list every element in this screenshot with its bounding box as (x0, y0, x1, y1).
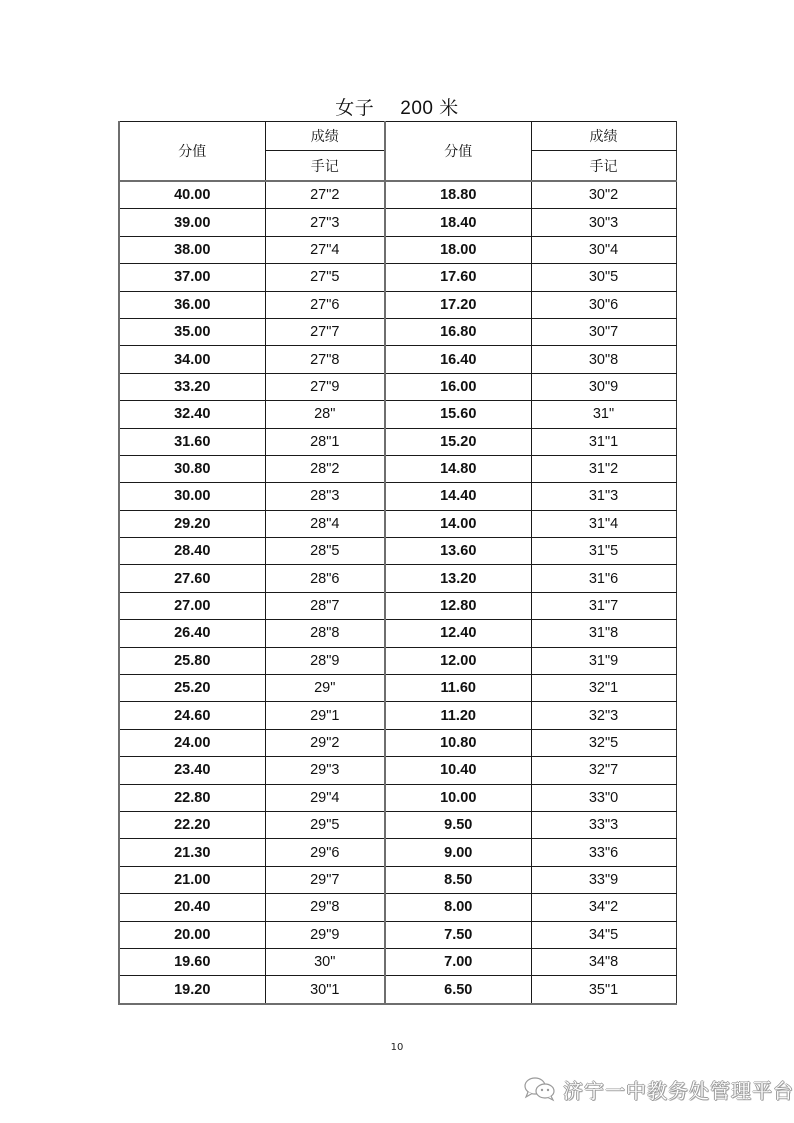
score-cell-right: 14.80 (385, 455, 531, 482)
score-cell-right: 16.00 (385, 373, 531, 400)
result-cell-left: 28"3 (265, 483, 385, 510)
score-cell-left: 20.00 (119, 921, 265, 948)
score-cell-right: 9.50 (385, 811, 531, 838)
result-cell-left: 30"1 (265, 976, 385, 1004)
score-cell-right: 18.40 (385, 209, 531, 236)
page-title (0, 97, 794, 121)
result-cell-left: 27"5 (265, 264, 385, 291)
result-cell-right: 32"3 (531, 702, 676, 729)
result-cell-left: 27"4 (265, 236, 385, 263)
result-cell-right: 30"8 (531, 346, 676, 373)
score-cell-left: 38.00 (119, 236, 265, 263)
result-cell-left: 30" (265, 948, 385, 975)
table-row (119, 976, 676, 1004)
table-row (119, 784, 676, 811)
table-row (119, 346, 676, 373)
result-cell-left: 28"7 (265, 592, 385, 619)
score-cell-left: 31.60 (119, 428, 265, 455)
result-cell-right: 33"6 (531, 839, 676, 866)
result-cell-right: 34"5 (531, 921, 676, 948)
result-cell-left: 29"6 (265, 839, 385, 866)
score-cell-right: 11.20 (385, 702, 531, 729)
table-row (119, 483, 676, 510)
result-cell-left: 27"3 (265, 209, 385, 236)
score-cell-right: 12.40 (385, 620, 531, 647)
score-cell-right: 16.80 (385, 318, 531, 345)
result-cell-right: 34"2 (531, 894, 676, 921)
score-cell-right: 8.50 (385, 866, 531, 893)
result-cell-left: 27"7 (265, 318, 385, 345)
score-cell-left: 34.00 (119, 346, 265, 373)
score-cell-right: 11.60 (385, 675, 531, 702)
score-cell-right: 14.00 (385, 510, 531, 537)
result-cell-left: 27"8 (265, 346, 385, 373)
score-cell-left: 27.00 (119, 592, 265, 619)
result-cell-right: 31" (531, 401, 676, 428)
table-row (119, 647, 676, 674)
score-cell-right: 18.80 (385, 181, 531, 209)
score-cell-left: 19.60 (119, 948, 265, 975)
result-cell-left: 28"2 (265, 455, 385, 482)
result-cell-right: 31"2 (531, 455, 676, 482)
result-cell-right: 32"1 (531, 675, 676, 702)
table-row (119, 921, 676, 948)
score-table (118, 121, 677, 1005)
watermark-text: 济宁一中教务处管理平台 (563, 1078, 794, 1103)
score-cell-right: 15.60 (385, 401, 531, 428)
score-cell-right: 10.80 (385, 729, 531, 756)
result-cell-right: 33"3 (531, 811, 676, 838)
table-row (119, 620, 676, 647)
result-cell-right: 30"5 (531, 264, 676, 291)
watermark (523, 1073, 794, 1105)
score-cell-left: 26.40 (119, 620, 265, 647)
header-result-right: 成绩 (531, 122, 676, 151)
score-cell-left: 24.00 (119, 729, 265, 756)
score-cell-right: 10.00 (385, 784, 531, 811)
table-row (119, 264, 676, 291)
score-cell-right: 17.20 (385, 291, 531, 318)
score-cell-right: 7.00 (385, 948, 531, 975)
title-event: 200 米 (400, 98, 459, 119)
result-cell-left: 28"1 (265, 428, 385, 455)
header-score-left: 分值 (119, 122, 265, 182)
result-cell-left: 27"2 (265, 181, 385, 209)
score-cell-right: 8.00 (385, 894, 531, 921)
header-score-right: 分值 (385, 122, 531, 182)
table-row (119, 401, 676, 428)
table-row (119, 565, 676, 592)
result-cell-right: 30"7 (531, 318, 676, 345)
result-cell-right: 33"9 (531, 866, 676, 893)
score-cell-left: 30.80 (119, 455, 265, 482)
result-cell-left: 29"7 (265, 866, 385, 893)
table-row (119, 455, 676, 482)
score-cell-right: 13.20 (385, 565, 531, 592)
table-row (119, 291, 676, 318)
score-cell-right: 14.40 (385, 483, 531, 510)
header-subresult-left: 手记 (265, 151, 385, 182)
score-cell-left: 33.20 (119, 373, 265, 400)
result-cell-right: 30"2 (531, 181, 676, 209)
result-cell-right: 31"8 (531, 620, 676, 647)
wechat-icon (523, 1075, 557, 1103)
score-cell-right: 6.50 (385, 976, 531, 1004)
score-cell-left: 32.40 (119, 401, 265, 428)
result-cell-right: 31"9 (531, 647, 676, 674)
result-cell-left: 29"4 (265, 784, 385, 811)
result-cell-right: 32"7 (531, 757, 676, 784)
table-row (119, 373, 676, 400)
result-cell-right: 31"5 (531, 538, 676, 565)
table-row (119, 675, 676, 702)
result-cell-right: 31"1 (531, 428, 676, 455)
table-row (119, 181, 676, 209)
result-cell-right: 31"6 (531, 565, 676, 592)
result-cell-right: 31"4 (531, 510, 676, 537)
score-cell-left: 21.00 (119, 866, 265, 893)
table-row (119, 236, 676, 263)
result-cell-left: 29"3 (265, 757, 385, 784)
result-cell-left: 27"6 (265, 291, 385, 318)
table-row (119, 948, 676, 975)
table-row (119, 729, 676, 756)
result-cell-left: 28"6 (265, 565, 385, 592)
result-cell-right: 32"5 (531, 729, 676, 756)
score-cell-right: 16.40 (385, 346, 531, 373)
result-cell-left: 28"8 (265, 620, 385, 647)
table-row (119, 510, 676, 537)
table-row (119, 702, 676, 729)
result-cell-right: 31"7 (531, 592, 676, 619)
title-gender: 女子 (335, 98, 375, 119)
result-cell-right: 30"3 (531, 209, 676, 236)
score-cell-left: 22.80 (119, 784, 265, 811)
header-subresult-right: 手记 (531, 151, 676, 182)
score-cell-left: 36.00 (119, 291, 265, 318)
score-cell-right: 18.00 (385, 236, 531, 263)
score-cell-right: 10.40 (385, 757, 531, 784)
table-row (119, 894, 676, 921)
result-cell-right: 30"6 (531, 291, 676, 318)
result-cell-left: 29"9 (265, 921, 385, 948)
table-row (119, 428, 676, 455)
score-cell-right: 12.80 (385, 592, 531, 619)
table-row (119, 757, 676, 784)
result-cell-left: 29"5 (265, 811, 385, 838)
result-cell-right: 31"3 (531, 483, 676, 510)
score-cell-right: 9.00 (385, 839, 531, 866)
score-cell-left: 22.20 (119, 811, 265, 838)
result-cell-right: 35"1 (531, 976, 676, 1004)
page-number: 10 (390, 1042, 404, 1053)
table-row (119, 866, 676, 893)
result-cell-left: 29"1 (265, 702, 385, 729)
table-row (119, 318, 676, 345)
result-cell-left: 29" (265, 675, 385, 702)
header-row-1 (119, 122, 676, 151)
score-cell-right: 17.60 (385, 264, 531, 291)
score-cell-left: 29.20 (119, 510, 265, 537)
score-cell-left: 28.40 (119, 538, 265, 565)
table-row (119, 839, 676, 866)
table-row (119, 592, 676, 619)
score-cell-left: 25.20 (119, 675, 265, 702)
score-cell-left: 25.80 (119, 647, 265, 674)
score-cell-left: 39.00 (119, 209, 265, 236)
result-cell-left: 28" (265, 401, 385, 428)
score-cell-left: 27.60 (119, 565, 265, 592)
score-cell-left: 20.40 (119, 894, 265, 921)
result-cell-left: 27"9 (265, 373, 385, 400)
table-row (119, 811, 676, 838)
score-cell-left: 24.60 (119, 702, 265, 729)
score-cell-left: 21.30 (119, 839, 265, 866)
result-cell-right: 30"9 (531, 373, 676, 400)
result-cell-left: 28"4 (265, 510, 385, 537)
score-cell-left: 19.20 (119, 976, 265, 1004)
score-cell-right: 13.60 (385, 538, 531, 565)
score-cell-left: 23.40 (119, 757, 265, 784)
score-cell-right: 15.20 (385, 428, 531, 455)
result-cell-left: 28"5 (265, 538, 385, 565)
result-cell-left: 29"2 (265, 729, 385, 756)
result-cell-right: 34"8 (531, 948, 676, 975)
header-result-left: 成绩 (265, 122, 385, 151)
table-row (119, 209, 676, 236)
score-cell-right: 7.50 (385, 921, 531, 948)
result-cell-left: 28"9 (265, 647, 385, 674)
score-cell-left: 40.00 (119, 181, 265, 209)
result-cell-right: 33"0 (531, 784, 676, 811)
score-cell-left: 35.00 (119, 318, 265, 345)
result-cell-right: 30"4 (531, 236, 676, 263)
score-cell-left: 37.00 (119, 264, 265, 291)
score-cell-left: 30.00 (119, 483, 265, 510)
result-cell-left: 29"8 (265, 894, 385, 921)
table-row (119, 538, 676, 565)
score-cell-right: 12.00 (385, 647, 531, 674)
